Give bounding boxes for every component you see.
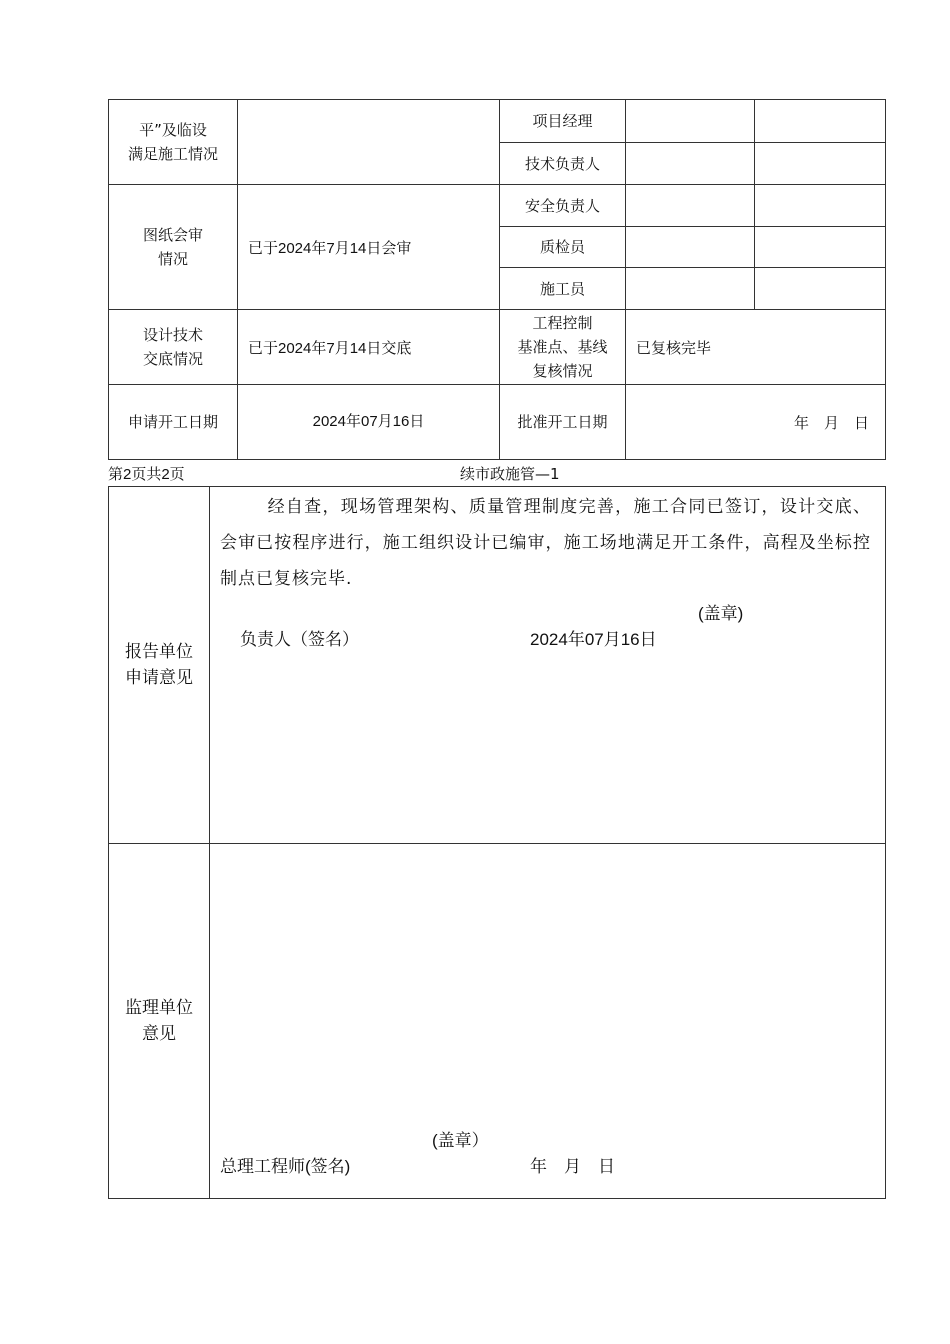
report-unit-label: 报告单位 申请意见 bbox=[109, 487, 210, 844]
report-date: 2024年07月16日 bbox=[530, 630, 657, 649]
staff-project-manager-extra bbox=[755, 100, 886, 143]
staff-technical-lead-extra bbox=[755, 143, 886, 185]
staff-project-manager: 项目经理 bbox=[500, 100, 626, 143]
supervisor-unit-label: 监理单位 意见 bbox=[109, 844, 210, 1199]
staff-technical-lead-name bbox=[626, 143, 755, 185]
page-number: 第2页共2页 bbox=[108, 466, 185, 483]
report-opinion-text: 经自查，现场管理架构、质量管理制度完善，施工合同已签订，设计交底、会审已按程序进行，施工组织设计已编审，施工场地满足开工条件，高程及坐标控制点已复核完毕. bbox=[220, 497, 871, 589]
report-seal: (盖章) bbox=[698, 604, 744, 623]
supervisor-seal: (盖章） bbox=[432, 1131, 489, 1150]
staff-construction-worker: 施工员 bbox=[500, 268, 626, 310]
staff-safety-lead: 安全负责人 bbox=[500, 185, 626, 227]
site-conditions-label: 平”及临设 满足施工情况 bbox=[109, 100, 238, 185]
staff-quality-inspector-name bbox=[626, 227, 755, 268]
design-briefing-value: 已于2024年7月14日交底 bbox=[238, 310, 500, 385]
supervisor-unit-opinion bbox=[210, 844, 886, 1199]
design-briefing-label: 设计技术 交底情况 bbox=[109, 310, 238, 385]
report-unit-opinion bbox=[210, 487, 886, 844]
staff-quality-inspector-extra bbox=[755, 227, 886, 268]
site-conditions-value bbox=[238, 100, 500, 185]
report-signer-label: 负责人（签名） bbox=[240, 630, 359, 650]
approve-date-label: 批准开工日期 bbox=[500, 385, 626, 460]
apply-date-label: 申请开工日期 bbox=[109, 385, 238, 460]
staff-quality-inspector: 质检员 bbox=[500, 227, 626, 268]
staff-construction-worker-name bbox=[626, 268, 755, 310]
form-title: 续市政施管—1 bbox=[460, 465, 560, 483]
control-points-label: 工程控制 基准点、基线 复核情况 bbox=[500, 310, 626, 385]
staff-technical-lead: 技术负责人 bbox=[500, 143, 626, 185]
staff-safety-lead-extra bbox=[755, 185, 886, 227]
supervisor-signer-label: 总理工程师(签名) bbox=[220, 1157, 351, 1176]
drawing-review-label: 图纸会审 情况 bbox=[109, 185, 238, 310]
supervisor-date: 年 月 日 bbox=[530, 1157, 615, 1177]
control-points-value: 已复核完毕 bbox=[626, 310, 886, 385]
staff-project-manager-name bbox=[626, 100, 755, 143]
opinion-table bbox=[108, 486, 886, 1199]
project-info-table bbox=[108, 99, 886, 460]
staff-construction-worker-extra bbox=[755, 268, 886, 310]
staff-safety-lead-name bbox=[626, 185, 755, 227]
approve-date-value: 年 月 日 bbox=[626, 385, 886, 460]
apply-date-value: 2024年07月16日 bbox=[238, 385, 500, 460]
drawing-review-value: 已于2024年7月14日会审 bbox=[238, 185, 500, 310]
